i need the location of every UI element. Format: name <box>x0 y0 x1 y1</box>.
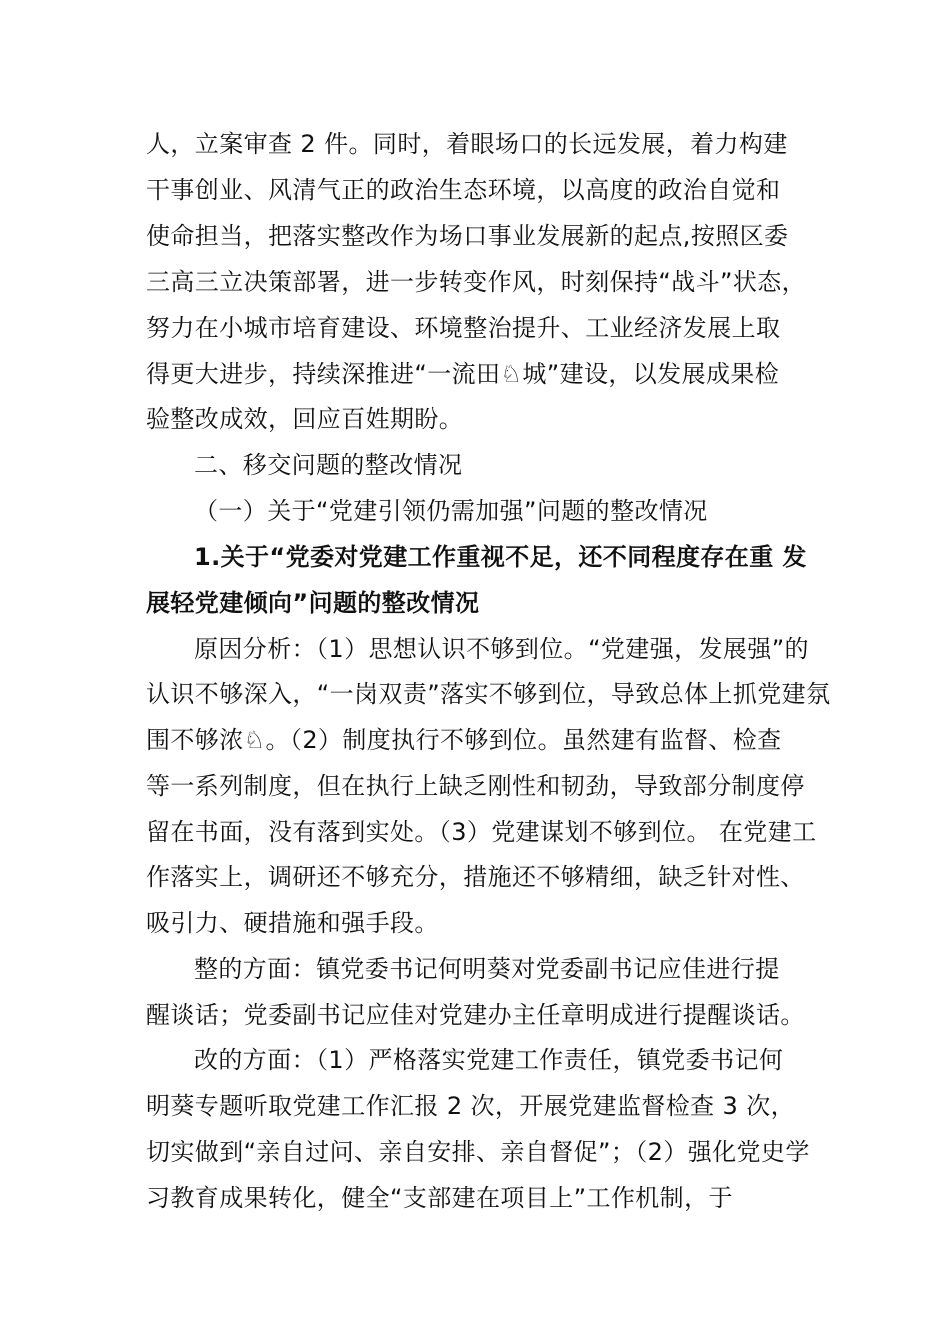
body-line-1: 人，立案审查 2 件。同时，着眼场口的长远发展，着力构建 <box>146 130 788 158</box>
body-line-6: 得更大进步，持续深推进“一流田♘城”建设，以发展成果检 <box>146 360 780 388</box>
body-line-5: 努力在小城市培育建设、环境整治提升、工业经济发展上取 <box>146 314 781 342</box>
item-heading-line-1: 1.关于“党委对党建工作重视不足，还不同程度存在重 发 <box>194 543 807 571</box>
rectify-aspect-line-2: 醒谈话；党委副书记应佳对党建办主任章明成进行提醒谈话。 <box>146 1001 805 1029</box>
reform-aspect-line-1: 改的方面：（1）严格落实党建工作责任，镇党委书记何 <box>194 1046 784 1074</box>
section-heading: 二、移交问题的整改情况 <box>194 451 463 479</box>
reform-aspect-line-3: 切实做到“亲自过问、亲自安排、亲自督促”；（2）强化党史学 <box>146 1138 810 1166</box>
cause-analysis-line-5: 留在书面，没有落到实处。（3）党建谋划不够到位。 在党建工 <box>146 818 817 846</box>
rectify-aspect-line-1: 整的方面：镇党委书记何明葵对党委副书记应佳进行提 <box>194 955 780 983</box>
body-line-3: 使命担当，把落实整改作为场口事业发展新的起点,按照区委 <box>146 222 789 250</box>
cause-analysis-line-2: 认识不够深入，“一岗双责”落实不够到位，导致总体上抓党建氛 <box>146 680 831 708</box>
reform-aspect-line-4: 习教育成果转化，健全“支部建在项目上”工作机制，于 <box>146 1184 733 1212</box>
cause-analysis-line-1: 原因分析：（1）思想认识不够到位。“党建强，发展强”的 <box>194 635 809 663</box>
cause-analysis-line-6: 作落实上，调研还不够充分，措施还不够精细，缺乏针对性、 <box>146 863 805 891</box>
body-line-7: 验整改成效，回应百姓期盼。 <box>146 405 464 433</box>
subsection-heading: （一）关于“党建引领仍需加强”问题的整改情况 <box>194 497 708 525</box>
cause-analysis-line-4: 等一系列制度，但在执行上缺乏刚性和韧劲，导致部分制度停 <box>146 772 805 800</box>
cause-analysis-line-7: 吸引力、硬措施和强手段。 <box>146 909 439 937</box>
item-heading-line-2: 展轻党建倾向”问题的整改情况 <box>146 589 480 617</box>
cause-analysis-line-3: 围不够浓♘。（2）制度执行不够到位。虽然建有监督、检查 <box>146 726 782 754</box>
body-line-2: 干事创业、风清气正的政治生态环境，以高度的政治自觉和 <box>146 176 781 204</box>
body-line-4: 三高三立决策部署，进一步转变作风，时刻保持“战斗”状态， <box>146 268 807 296</box>
reform-aspect-line-2: 明葵专题听取党建工作汇报 2 次，开展党建监督检查 3 次， <box>146 1092 796 1120</box>
